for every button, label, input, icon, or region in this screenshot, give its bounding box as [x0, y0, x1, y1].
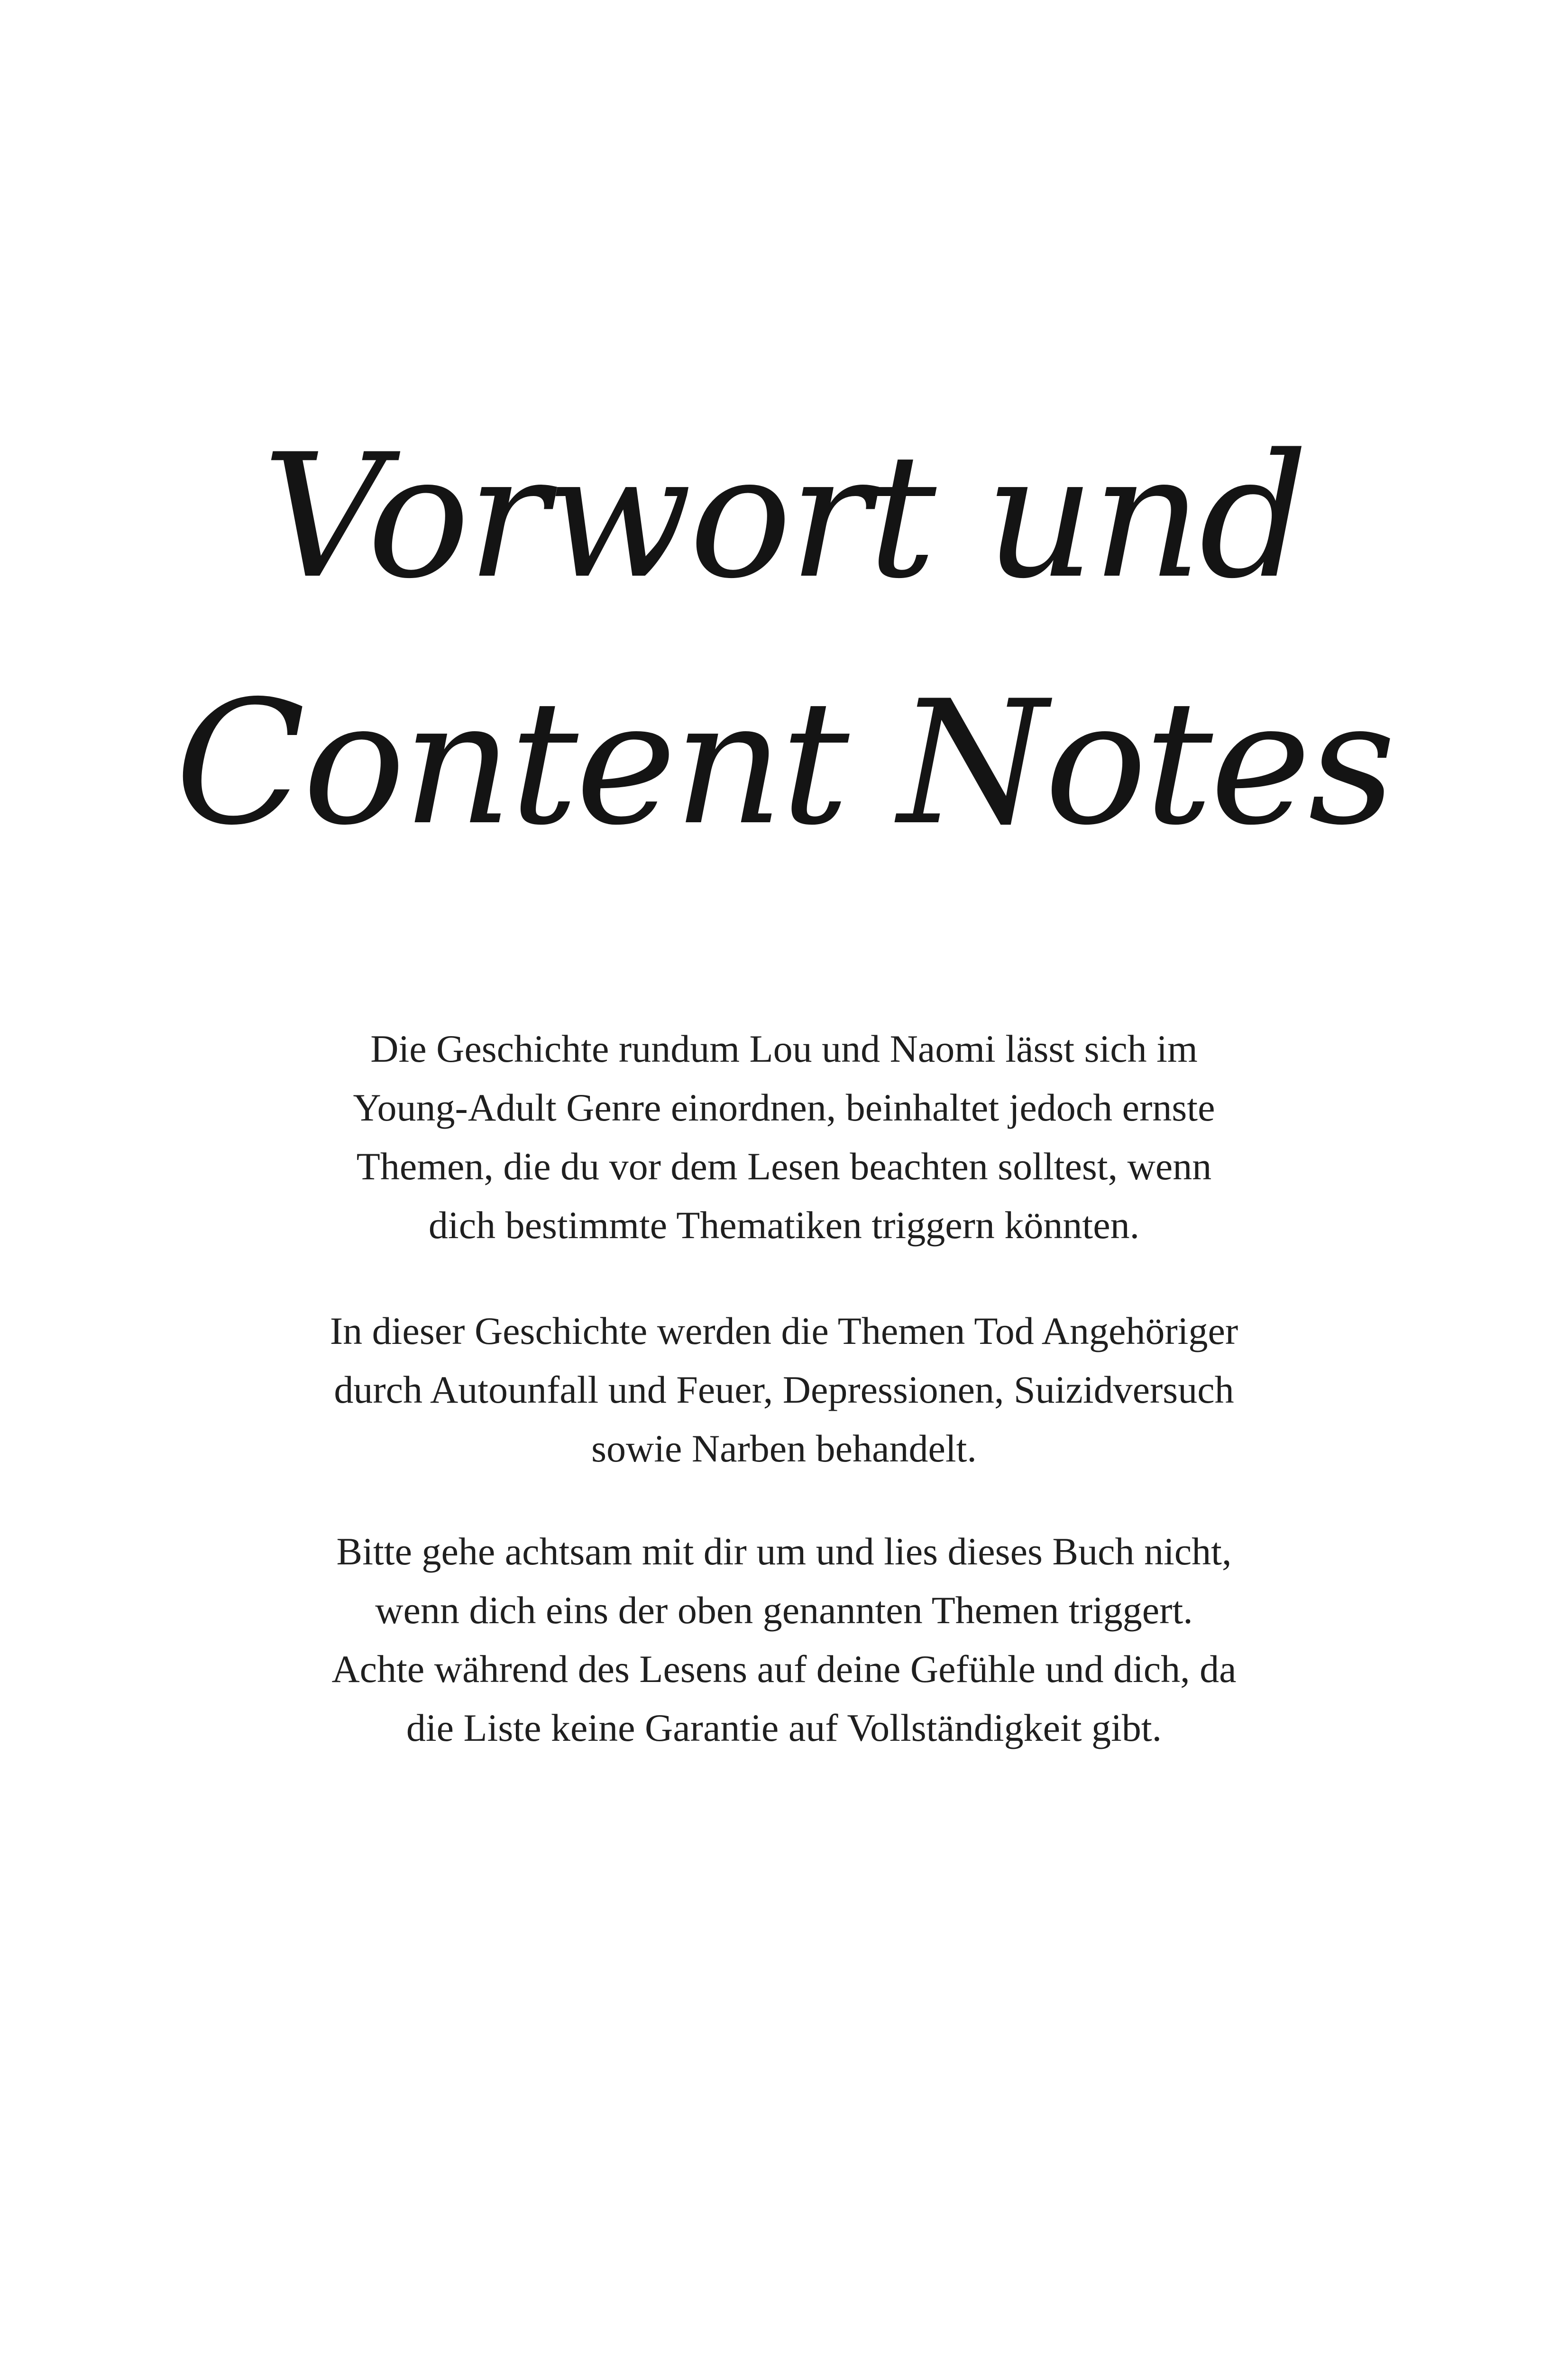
text-line: wenn dich eins der oben genannten Themen triggert. [375, 1589, 1193, 1632]
text-line: Die Geschichte rundum Lou und Naomi lässt sich im [370, 1027, 1198, 1070]
text-line: sowie Narben behandelt. [591, 1427, 977, 1470]
page-title-line-2: Content Notes [175, 664, 1393, 863]
page-title-line-1: Vorwort und [262, 417, 1306, 616]
text-line: Young-Adult Genre einordnen, beinhaltet jedoch ernste [353, 1086, 1215, 1129]
text-line: Achte während des Lesens auf deine Gefühle und dich, da [331, 1647, 1237, 1691]
paragraph-content-themes [266, 1302, 1302, 1478]
text-line: die Liste keine Garantie auf Vollständigkeit gibt. [406, 1706, 1162, 1749]
text-line: dich bestimmte Thematiken triggern könnten. [428, 1204, 1140, 1247]
text-line: In dieser Geschichte werden die Themen Tod Angehöriger [330, 1309, 1238, 1352]
text-line: Bitte gehe achtsam mit dir um und lies dieses Buch nicht, [336, 1530, 1232, 1573]
paragraph-genre-notice [266, 1020, 1302, 1255]
text-line: durch Autounfall und Feuer, Depressionen, Suizidversuch [334, 1368, 1234, 1411]
paragraph-self-care-advice [266, 1522, 1302, 1757]
text-line: Themen, die du vor dem Lesen beachten solltest, wenn [356, 1145, 1212, 1188]
